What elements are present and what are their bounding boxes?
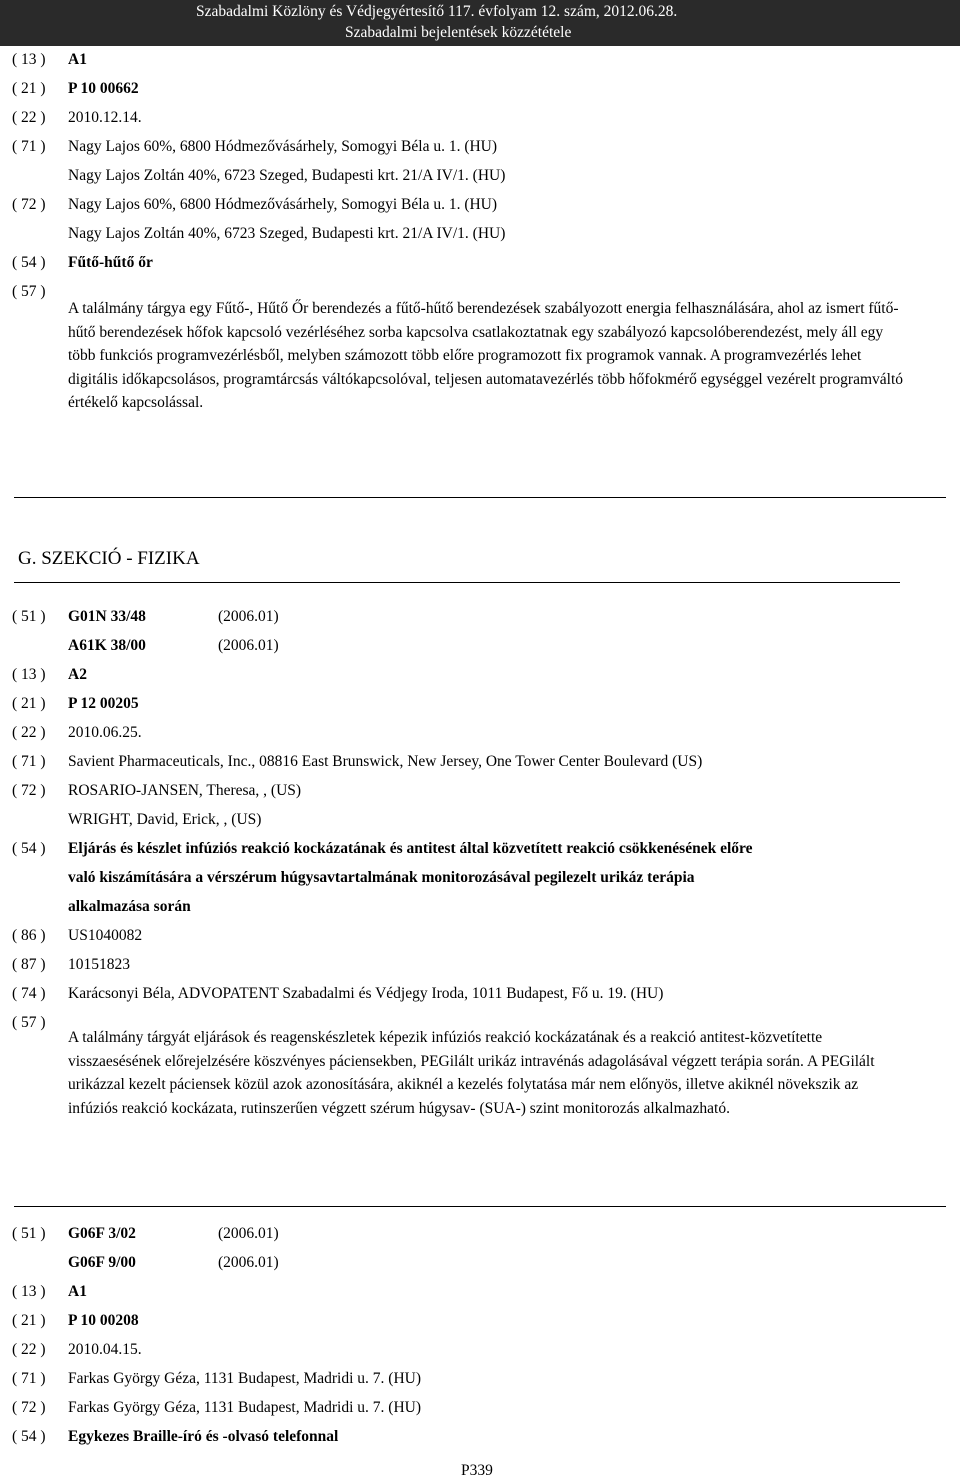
filing-date: 2010.06.25. <box>68 724 142 741</box>
field-code: ( 74 ) <box>12 985 46 1002</box>
applicant: Nagy Lajos 60%, 6800 Hódmezővásárhely, Somogyi Béla u. 1. (HU) <box>68 138 498 155</box>
inventor: Farkas György Géza, 1131 Budapest, Madridi u. 7. (HU) <box>68 1399 421 1416</box>
field-code: ( 51 ) <box>12 608 46 625</box>
applicant: Savient Pharmaceuticals, Inc., 08816 East Brunswick, New Jersey, One Tower Center Boulevard (US) <box>68 753 703 770</box>
field-code: ( 22 ) <box>12 1341 46 1358</box>
section-underline <box>14 582 900 583</box>
applicant: Nagy Lajos Zoltán 40%, 6723 Szeged, Budapesti krt. 21/A IV/1. (HU) <box>68 167 506 184</box>
invention-title: alkalmazása során <box>68 898 191 915</box>
invention-title: Egykezes Braille-író és -olvasó telefonnal <box>68 1428 339 1445</box>
field-code: ( 71 ) <box>12 753 46 770</box>
kind-code: A1 <box>68 51 87 68</box>
field-code: ( 71 ) <box>12 1370 46 1387</box>
field-code: ( 57 ) <box>12 1014 46 1031</box>
ipc-version: (2006.01) <box>218 1254 279 1271</box>
section-heading: G. SZEKCIÓ - FIZIKA <box>18 548 200 569</box>
journal-title: Szabadalmi Közlöny és Védjegyértesítő 117. évfolyam 12. szám, 2012.06.28. <box>196 3 678 20</box>
divider <box>14 497 946 498</box>
field-code: ( 57 ) <box>12 283 46 300</box>
filing-date: 2010.04.15. <box>68 1341 142 1358</box>
page-number: P339 <box>461 1462 493 1479</box>
ipc-version: (2006.01) <box>218 637 279 654</box>
field-code: ( 72 ) <box>12 1399 46 1416</box>
field-code: ( 21 ) <box>12 695 46 712</box>
abstract-text: A találmány tárgyát eljárások és reagenskészletek képezik infúziós reakció kockázatának és a reakció antitest-közvetítette visszaesésének előrejelzésére köszvényes páciensekben, PEGilált urikáz intravénás adagolásával végzett terápia során. A PEGilált urikázzal kezelt páciensek közül azok azonosítására, akiknél a kezelés folytatása már nem előnyös, illetve akiknél növekszik az infúziós reakció kockázata, rutinszerűen végzett szérum húgysav- (SUA-) szint monitorozás alkalmazható. <box>68 1029 875 1117</box>
divider <box>14 1206 946 1207</box>
field-code: ( 21 ) <box>12 80 46 97</box>
field-code: ( 54 ) <box>12 254 46 271</box>
section-subtitle: Szabadalmi bejelentések közzététele <box>345 24 572 41</box>
pct-publication: 10151823 <box>68 956 130 973</box>
pct-application: US1040082 <box>68 927 143 944</box>
ipc-class: A61K 38/00 <box>68 637 146 654</box>
field-code: ( 87 ) <box>12 956 46 973</box>
ipc-class: G06F 9/00 <box>68 1254 136 1271</box>
applicant: Farkas György Géza, 1131 Budapest, Madridi u. 7. (HU) <box>68 1370 421 1387</box>
field-code: ( 22 ) <box>12 109 46 126</box>
publication-header <box>0 0 960 46</box>
kind-code: A1 <box>68 1283 87 1300</box>
filing-date: 2010.12.14. <box>68 109 142 126</box>
field-code: ( 21 ) <box>12 1312 46 1329</box>
field-code: ( 13 ) <box>12 1283 46 1300</box>
invention-title: Eljárás és készlet infúziós reakció kockázatának és antitest által közvetített reakció csökkenésének előre <box>68 840 753 857</box>
abstract-text: A találmány tárgya egy Fűtő-, Hűtő Őr berendezés a fűtő-hűtő berendezések szabályozott energia felhasználására, ahol az ismert fűtő-hűtő berendezések hőfok kapcsoló vezérléséhez sorba kapcsolva csatlakoztatnak egy szabályozó kapcsolóberendezést, mely áll egy több funkciós programvezérlésből, melyben számozott több előre programozott fix programok vannak. A programvezérlés lehet digitális időkapcsolásos, programtárcsás váltókapcsolóval, teljesen automatavezérlés több hőfokmérő egységgel vezérelt programváltó értékelő kapcsolással. <box>68 300 904 412</box>
field-code: ( 72 ) <box>12 196 46 213</box>
field-code: ( 51 ) <box>12 1225 46 1242</box>
ipc-version: (2006.01) <box>218 608 279 625</box>
ipc-class: G01N 33/48 <box>68 608 146 625</box>
application-number: P 10 00662 <box>68 80 139 97</box>
field-code: ( 72 ) <box>12 782 46 799</box>
field-code: ( 13 ) <box>12 666 46 683</box>
field-code: ( 54 ) <box>12 840 46 857</box>
field-code: ( 71 ) <box>12 138 46 155</box>
application-number: P 10 00208 <box>68 1312 139 1329</box>
ipc-class: G06F 3/02 <box>68 1225 136 1242</box>
kind-code: A2 <box>68 666 87 683</box>
inventor: Nagy Lajos Zoltán 40%, 6723 Szeged, Budapesti krt. 21/A IV/1. (HU) <box>68 225 506 242</box>
field-code: ( 22 ) <box>12 724 46 741</box>
field-code: ( 86 ) <box>12 927 46 944</box>
inventor: Nagy Lajos 60%, 6800 Hódmezővásárhely, Somogyi Béla u. 1. (HU) <box>68 196 498 213</box>
invention-title: való kiszámítására a vérszérum húgysavtartalmának monitorozásával pegilezelt urikáz terápia <box>68 869 695 886</box>
field-code: ( 54 ) <box>12 1428 46 1445</box>
agent: Karácsonyi Béla, ADVOPATENT Szabadalmi és Védjegy Iroda, 1011 Budapest, Fő u. 19. (HU) <box>68 985 664 1002</box>
field-code: ( 13 ) <box>12 51 46 68</box>
invention-title: Fűtő-hűtő őr <box>68 254 153 271</box>
inventor: ROSARIO-JANSEN, Theresa, , (US) <box>68 782 302 799</box>
inventor: WRIGHT, David, Erick, , (US) <box>68 811 262 828</box>
application-number: P 12 00205 <box>68 695 139 712</box>
ipc-version: (2006.01) <box>218 1225 279 1242</box>
